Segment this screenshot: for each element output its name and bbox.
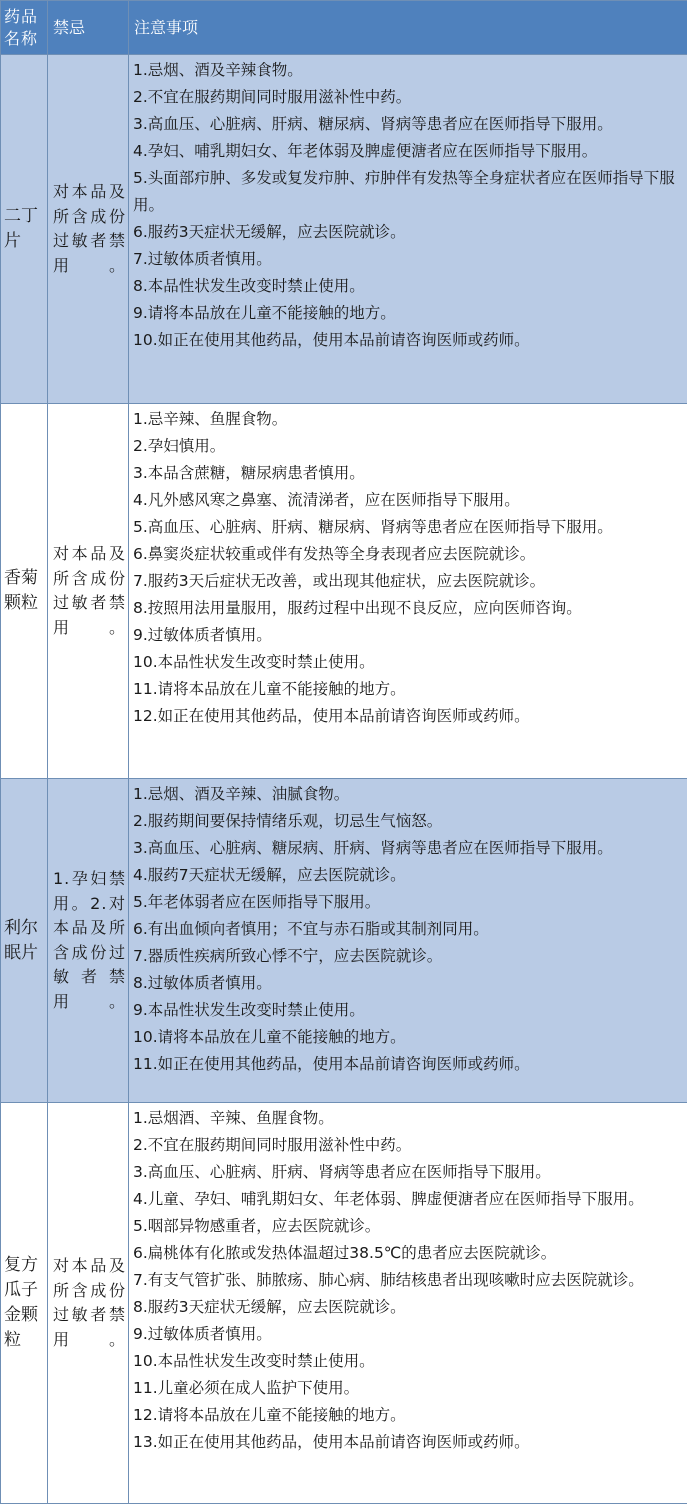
precaution-item: 4.儿童、孕妇、哺乳期妇女、年老体弱、脾虚便溏者应在医师指导下服用。	[133, 1190, 644, 1208]
precaution-item: 3.本品含蔗糖，糖尿病患者慎用。	[133, 464, 365, 482]
precaution-item: 8.本品性状发生改变时禁止使用。	[133, 277, 365, 295]
precaution-item: 3.高血压、心脏病、肝病、糖尿病、肾病等患者应在医师指导下服用。	[133, 115, 613, 133]
precaution-item: 11.如正在使用其他药品，使用本品前请咨询医师或药师。	[133, 1055, 530, 1073]
contraindication: 对本品及所含成份过敏者禁用。	[48, 55, 129, 404]
precaution-item: 8.按照用法用量服用，服药过程中出现不良反应，应向医师咨询。	[133, 599, 582, 617]
precaution-item: 13.如正在使用其他药品，使用本品前请咨询医师或药师。	[133, 1433, 530, 1451]
table-row	[1, 1103, 687, 1504]
drug-name: 香菊颗粒	[1, 404, 48, 779]
table-row	[1, 404, 687, 779]
header-precautions: 注意事项	[129, 1, 687, 55]
precaution-item: 6.服药3天症状无缓解，应去医院就诊。	[133, 223, 406, 241]
precaution-item: 6.有出血倾向者慎用；不宜与赤石脂或其制剂同用。	[133, 920, 489, 938]
precaution-item: 12.请将本品放在儿童不能接触的地方。	[133, 1406, 406, 1424]
precautions-cell	[129, 779, 687, 1103]
precaution-item: 2.不宜在服药期间同时服用滋补性中药。	[133, 88, 412, 106]
precaution-item: 6.扁桃体有化脓或发热体温超过38.5℃的患者应去医院就诊。	[133, 1244, 557, 1262]
contraindication: 对本品及所含成份过敏者禁用。	[48, 404, 129, 779]
header-drug-name: 药品名称	[1, 1, 48, 55]
precaution-item: 5.高血压、心脏病、肝病、糖尿病、肾病等患者应在医师指导下服用。	[133, 518, 613, 536]
precautions-list	[133, 57, 685, 354]
precaution-item: 7.器质性疾病所致心悸不宁，应去医院就诊。	[133, 947, 443, 965]
precaution-item: 7.过敏体质者慎用。	[133, 250, 272, 268]
contraindication: 对本品及所含成份过敏者禁用。	[48, 1103, 129, 1504]
precaution-item: 9.请将本品放在儿童不能接触的地方。	[133, 304, 396, 322]
contraindication: 1.孕妇禁用。2.对本品及所含成份过敏者禁用。	[48, 779, 129, 1103]
precaution-item: 1.忌烟、酒及辛辣、油腻食物。	[133, 785, 350, 803]
precautions-cell	[129, 55, 687, 404]
precautions-cell	[129, 1103, 687, 1504]
precaution-item: 5.头面部疖肿、多发或复发疖肿、疖肿伴有发热等全身症状者应在医师指导下服用。	[133, 169, 675, 214]
precaution-item: 4.孕妇、哺乳期妇女、年老体弱及脾虚便溏者应在医师指导下服用。	[133, 142, 598, 160]
precautions-list	[133, 781, 685, 1078]
header-contraindication: 禁忌	[48, 1, 129, 55]
precaution-item: 5.年老体弱者应在医师指导下服用。	[133, 893, 381, 911]
precaution-item: 6.鼻窦炎症状较重或伴有发热等全身表现者应去医院就诊。	[133, 545, 536, 563]
precaution-item: 10.请将本品放在儿童不能接触的地方。	[133, 1028, 406, 1046]
precaution-item: 9.本品性状发生改变时禁止使用。	[133, 1001, 365, 1019]
precaution-item: 2.孕妇慎用。	[133, 437, 226, 455]
precaution-item: 1.忌烟、酒及辛辣食物。	[133, 61, 303, 79]
precaution-item: 11.儿童必须在成人监护下使用。	[133, 1379, 360, 1397]
precaution-item: 8.服药3天症状无缓解，应去医院就诊。	[133, 1298, 406, 1316]
precaution-item: 3.高血压、心脏病、肝病、肾病等患者应在医师指导下服用。	[133, 1163, 551, 1181]
precaution-item: 5.咽部异物感重者，应去医院就诊。	[133, 1217, 381, 1235]
precaution-item: 10.本品性状发生改变时禁止使用。	[133, 1352, 375, 1370]
drug-name: 复方瓜子金颗粒	[1, 1103, 48, 1504]
precaution-item: 7.有支气管扩张、肺脓疡、肺心病、肺结核患者出现咳嗽时应去医院就诊。	[133, 1271, 644, 1289]
precautions-list	[133, 406, 685, 730]
table-header-row	[1, 1, 687, 55]
table-row	[1, 779, 687, 1103]
precaution-item: 7.服药3天后症状无改善，或出现其他症状，应去医院就诊。	[133, 572, 546, 590]
precaution-item: 8.过敏体质者慎用。	[133, 974, 272, 992]
precautions-cell	[129, 404, 687, 779]
precaution-item: 10.本品性状发生改变时禁止使用。	[133, 653, 375, 671]
precaution-item: 1.忌辛辣、鱼腥食物。	[133, 410, 288, 428]
precaution-item: 9.过敏体质者慎用。	[133, 626, 272, 644]
precaution-item: 2.服药期间要保持情绪乐观，切忌生气恼怒。	[133, 812, 443, 830]
precaution-item: 10.如正在使用其他药品，使用本品前请咨询医师或药师。	[133, 331, 530, 349]
table-row	[1, 55, 687, 404]
precaution-item: 9.过敏体质者慎用。	[133, 1325, 272, 1343]
precaution-item: 11.请将本品放在儿童不能接触的地方。	[133, 680, 406, 698]
precaution-item: 4.服药7天症状无缓解，应去医院就诊。	[133, 866, 406, 884]
precautions-list	[133, 1105, 685, 1456]
drug-name: 二丁片	[1, 55, 48, 404]
precaution-item: 1.忌烟酒、辛辣、鱼腥食物。	[133, 1109, 334, 1127]
drug-name: 利尔眠片	[1, 779, 48, 1103]
precaution-item: 3.高血压、心脏病、糖尿病、肝病、肾病等患者应在医师指导下服用。	[133, 839, 613, 857]
precaution-item: 4.凡外感风寒之鼻塞、流清涕者，应在医师指导下服用。	[133, 491, 520, 509]
precaution-item: 12.如正在使用其他药品，使用本品前请咨询医师或药师。	[133, 707, 530, 725]
precaution-item: 2.不宜在服药期间同时服用滋补性中药。	[133, 1136, 412, 1154]
